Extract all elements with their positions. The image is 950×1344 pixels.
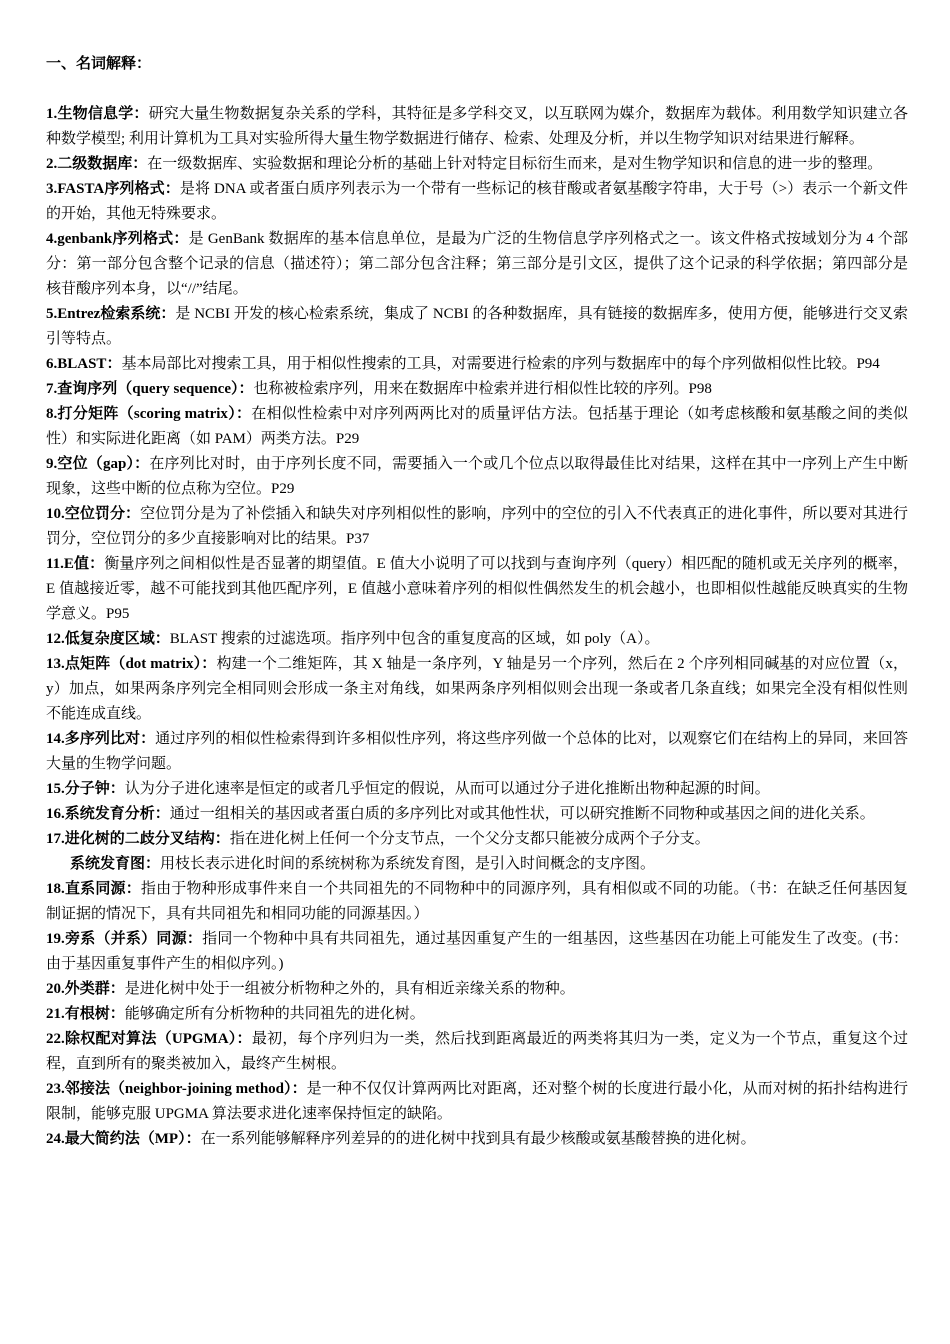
- glossary-definition: 在一系列能够解释序列差异的的进化树中找到具有最少核酸或氨基酸替换的进化树。: [200, 1131, 756, 1147]
- glossary-entry: [46, 352, 908, 377]
- glossary-entry: [46, 852, 908, 877]
- glossary-term: 4.genbank序列格式：: [46, 231, 189, 247]
- glossary-entry: [46, 877, 908, 927]
- glossary-entry: [46, 1027, 908, 1077]
- glossary-entry: [46, 402, 908, 452]
- glossary-definition: 是将 DNA 或者蛋白质序列表示为一个带有一些标记的核苷酸或者氨基酸字符串，大于号（>）表示一个新文件的开始，其他无特殊要求。: [46, 181, 908, 222]
- glossary-term: 23.邻接法（neighbor-joining method）：: [46, 1081, 307, 1097]
- glossary-definition: 指由于物种形成事件来自一个共同祖先的不同物种中的同源序列，具有相似或不同的功能。（书：在缺乏任何基因复制证据的情况下，具有共同祖先和相同功能的同源基因。）: [46, 881, 908, 922]
- glossary-term: 16.系统发育分析：: [46, 806, 170, 822]
- glossary-definition: 在相似性检索中对序列两两比对的质量评估方法。包括基于理论（如考虑核酸和氨基酸之间的类似性）和实际进化距离（如 PAM）两类方法。P29: [46, 406, 908, 447]
- glossary-entry: [46, 102, 908, 152]
- glossary-term: 2.二级数据库：: [46, 156, 148, 172]
- glossary-entry: [46, 627, 908, 652]
- glossary-term: 14.多序列比对：: [46, 731, 156, 747]
- glossary-term: 20.外类群：: [46, 981, 125, 997]
- glossary-entry: [46, 552, 908, 627]
- glossary-definition: 是一种不仅仅计算两两比对距离，还对整个树的长度进行最小化，从而对树的拓扑结构进行限制，能够克服 UPGMA 算法要求进化速率保持恒定的缺陷。: [46, 1081, 909, 1122]
- glossary-term: 系统发育图：: [70, 856, 161, 872]
- glossary-entry: [46, 1077, 908, 1127]
- glossary-definition: BLAST 搜索的过滤选项。指序列中包含的重复度高的区域，如 poly（A）。: [169, 631, 660, 647]
- glossary-entry: [46, 827, 908, 852]
- glossary-term: 21.有根树：: [46, 1006, 125, 1022]
- glossary-term: 19.旁系（并系）同源：: [46, 931, 203, 947]
- glossary-entry: [46, 1127, 908, 1152]
- glossary-definition: 能够确定所有分析物种的共同祖先的进化树。: [124, 1006, 425, 1022]
- glossary-definition: 指在进化树上任何一个分支节点，一个父分支都只能被分成两个子分支。: [229, 831, 710, 847]
- glossary-entry: [46, 377, 908, 402]
- glossary-entry: [46, 177, 908, 227]
- glossary-entry: [46, 927, 908, 977]
- glossary-definition: 衡量序列之间相似性是否显著的期望值。E 值大小说明了可以找到与查询序列（query）相匹配的随机或无关序列的概率，E 值越接近零，越不可能找到其他匹配序列，E 值越小意味着序列的相似性偶然发生的机会越小，也即相似性越能反映真实的生物学意义。P95: [46, 556, 908, 622]
- glossary-term: 1.生物信息学：: [46, 106, 149, 122]
- glossary-entry: [46, 652, 908, 727]
- glossary-term: 13.点矩阵（dot matrix）：: [46, 656, 217, 672]
- glossary-entry: [46, 802, 908, 827]
- glossary-definition: 指同一个物种中具有共同祖先，通过基因重复产生的一组基因，这些基因在功能上可能发生了改变。(书：由于基因重复事件产生的相似序列。): [46, 931, 908, 972]
- glossary-entry: [46, 502, 908, 552]
- glossary-term: 10.空位罚分：: [46, 506, 141, 522]
- glossary-definition: 通过一组相关的基因或者蛋白质的多序列比对或其他性状，可以研究推断不同物种或基因之间的进化关系。: [169, 806, 875, 822]
- glossary-term: 3.FASTA序列格式：: [46, 181, 180, 197]
- glossary-definition: 是 NCBI 开发的核心检索系统，集成了 NCBI 的各种数据库，具有链接的数据库多，使用方便，能够进行交叉索引等特点。: [46, 306, 908, 347]
- glossary-entry: [46, 452, 908, 502]
- glossary-entry: [46, 1002, 908, 1027]
- glossary-definition: 是进化树中处于一组被分析物种之外的，具有相近亲缘关系的物种。: [124, 981, 575, 997]
- glossary-term: 15.分子钟：: [46, 781, 125, 797]
- glossary-term: 7.查询序列（query sequence）：: [46, 381, 254, 397]
- glossary-definition: 最初，每个序列归为一类，然后找到距离最近的两类将其归为一类，定义为一个节点，重复这个过程，直到所有的聚类被加入，最终产生树根。: [46, 1031, 908, 1072]
- glossary-definition: 通过序列的相似性检索得到许多相似性序列，将这些序列做一个总体的比对，以观察它们在结构上的异同，来回答大量的生物学问题。: [46, 731, 908, 772]
- glossary-term: 24.最大简约法（MP）：: [46, 1131, 201, 1147]
- glossary-entry: [46, 302, 908, 352]
- glossary-term: 11.E值：: [46, 556, 105, 572]
- glossary-term: 12.低复杂度区域：: [46, 631, 170, 647]
- glossary-definition: 研究大量生物数据复杂关系的学科，其特征是多学科交叉，以互联网为媒介，数据库为载体。利用数学知识建立各种数学模型; 利用计算机为工具对实验所得大量生物学数据进行储存、检索、处理及分析，并以生物学知识对结果进行解释。: [46, 106, 908, 147]
- section-title: 一、名词解释：: [46, 56, 152, 72]
- glossary-term: 5.Entrez检索系统：: [46, 306, 176, 322]
- glossary-definition: 基本局部比对搜索工具，用于相似性搜索的工具，对需要进行检索的序列与数据库中的每个序列做相似性比较。P94: [121, 356, 880, 372]
- glossary-term: 9.空位（gap）：: [46, 456, 150, 472]
- glossary-definition: 在一级数据库、实验数据和理论分析的基础上针对特定目标衍生而来，是对生物学知识和信息的进一步的整理。: [147, 156, 883, 172]
- glossary-definition: 空位罚分是为了补偿插入和缺失对序列相似性的影响，序列中的空位的引入不代表真正的进化事件，所以要对其进行罚分，空位罚分的多少直接影响对比的结果。P37: [46, 506, 908, 547]
- glossary-term: 18.直系同源：: [46, 881, 141, 897]
- glossary-term: 8.打分矩阵（scoring matrix）：: [46, 406, 252, 422]
- glossary-definition: 是 GenBank 数据库的基本信息单位，是最为广泛的生物信息学序列格式之一。该文件格式按域划分为 4 个部分：第一部分包含整个记录的信息（描述符）；第二部分包含注释；第三部分是引文区，提供了这个记录的科学依据；第四部分是核苷酸序列本身，以“//”结尾。: [46, 231, 908, 297]
- glossary-entry: [46, 227, 908, 302]
- glossary-definition: 也称被检索序列，用来在数据库中检索并进行相似性比较的序列。P98: [253, 381, 712, 397]
- glossary-definition: 构建一个二维矩阵，其 X 轴是一条序列，Y 轴是另一个序列，然后在 2 个序列相同碱基的对应位置（x，y）加点，如果两条序列完全相同则会形成一条主对角线，如果两条序列相似则会出现一条或者几条直线；如果完全没有相似性则不能连成直线。: [46, 656, 908, 722]
- glossary-definition: 在序列比对时，由于序列长度不同，需要插入一个或几个位点以取得最佳比对结果，这样在其中一序列上产生中断现象，这些中断的位点称为空位。P29: [46, 456, 909, 497]
- glossary-entry: [46, 977, 908, 1002]
- glossary-list: [46, 102, 908, 1152]
- glossary-term: 6.BLAST：: [46, 356, 122, 372]
- glossary-term: 22.除权配对算法（UPGMA）：: [46, 1031, 252, 1047]
- document-page: [46, 52, 908, 1152]
- glossary-definition: 用枝长表示进化时间的系统树称为系统发育图，是引入时间概念的支序图。: [160, 856, 656, 872]
- glossary-entry: [46, 727, 908, 777]
- glossary-entry: [46, 777, 908, 802]
- glossary-entry: [46, 152, 908, 177]
- glossary-term: 17.进化树的二歧分叉结构：: [46, 831, 230, 847]
- glossary-definition: 认为分子进化速率是恒定的或者几乎恒定的假说，从而可以通过分子进化推断出物种起源的时间。: [124, 781, 770, 797]
